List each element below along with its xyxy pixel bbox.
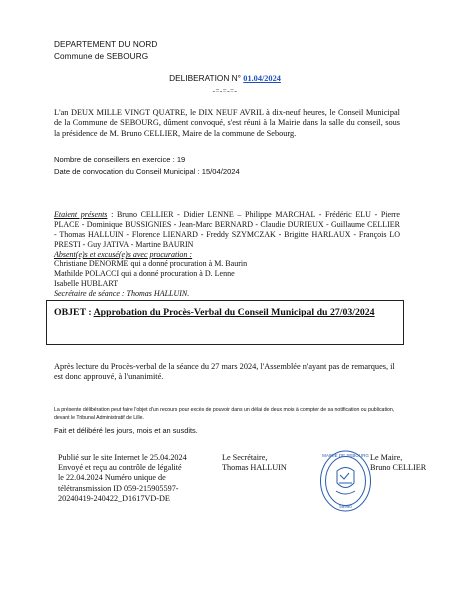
proxy-line: Isabelle HUBLART — [54, 279, 119, 288]
deliberation-prefix: DELIBERATION N° — [169, 73, 241, 83]
absent-label: Absent(e)s et excusé(e)s avec procuration : — [54, 250, 193, 259]
commune-title: Commune de SEBOURG — [54, 52, 149, 61]
mayor-title: Le Maire, — [370, 453, 403, 462]
present-members — [54, 210, 400, 250]
mairie-seal-stamp — [318, 447, 373, 519]
proxy-line: Mathilde POLACCI qui a donné procuration à D. Lenne — [54, 269, 235, 278]
deliberation-number: 01.04/2024 — [243, 74, 281, 83]
deliberation-heading — [0, 73, 450, 83]
secretary-signature — [222, 453, 312, 473]
counsellor-count: Nombre de conseillers en exercice : 19 — [54, 155, 186, 164]
publication-block — [58, 453, 218, 504]
publication-line: 20240419-240422_D1617VD-DE — [58, 493, 170, 503]
publication-line: le 22.04.2024 Numéro unique de — [58, 473, 166, 483]
decision-paragraph: Après lecture du Procès-verbal de la séance du 27 mars 2024, l'Assemblée n'ayant pas de remarques, il est donc approuvé, à l'unanimité. — [54, 362, 395, 382]
publication-line: Publié sur le site Internet le 25.04.2024 — [58, 453, 187, 462]
publication-line: Envoyé et reçu au contrôle de légalité — [58, 463, 182, 473]
present-label: Etaient présents — [54, 210, 108, 219]
intro-paragraph: L'an DEUX MILLE VINGT QUATRE, le DIX NEUF AVRIL à dix-neuf heures, le Conseil Municipal de la Commune de SEBOURG, dûment convoqué, s'est réuni à la Mairie dans la salle du conseil, sous la présidence de M. Bruno CELLIER, Maire de la commune de Sebourg. — [54, 108, 400, 138]
mayor-signature — [370, 453, 450, 473]
objet-text: Approbation du Procès-Verbal du Conseil Municipal du 27/03/2024 — [93, 307, 375, 318]
closing-statement: Fait et délibéré les jours, mois et an susdits. — [54, 426, 198, 435]
heading-separator: -=-=-=- — [212, 87, 238, 95]
objet-label: OBJET : — [54, 307, 92, 318]
mayor-name: Bruno CELLIER — [370, 463, 427, 473]
secretary-of-session: Secrétaire de séance : Thomas HALLUIN. — [54, 289, 190, 298]
objet-box — [46, 300, 404, 345]
svg-text:MAIRIE DE SEBOURG: MAIRIE DE SEBOURG — [322, 453, 369, 458]
department-title: DEPARTEMENT DU NORD — [54, 40, 158, 49]
svg-text:59990: 59990 — [339, 504, 352, 509]
publication-line: télétransmission ID 059-215905597- — [58, 483, 179, 493]
secretary-name: Thomas HALLUIN — [222, 463, 287, 473]
legal-notice: La présente délibération peut faire l'objet d'un recours pour excès de pouvoir dans un délai de deux mois à compter de sa notification ou publication, devant le Tribunal Administratif de Lille. — [54, 407, 395, 421]
present-list: : Bruno CELLIER - Didier LENNE – Philippe MARCHAL - Frédéric ELU - Pierre PLACE - Dominique BUSSIGNIES - Jean-Marc BERNARD - Claudie DURIEUX - Guillaume CELLIER - Thomas HALLUIN - Florence LIENARD - Freddy SZYMCZAK - Brigitte HARLAUX - François LO PRESTI - Guy JATIVA - Martine BAURIN — [54, 210, 400, 249]
convocation-date: Date de convocation du Conseil Municipal : 15/04/2024 — [54, 167, 240, 176]
secretary-title: Le Secrétaire, — [222, 453, 268, 462]
proxy-line: Christiane DENORME qui a donné procuration à M. Baurin — [54, 259, 248, 268]
